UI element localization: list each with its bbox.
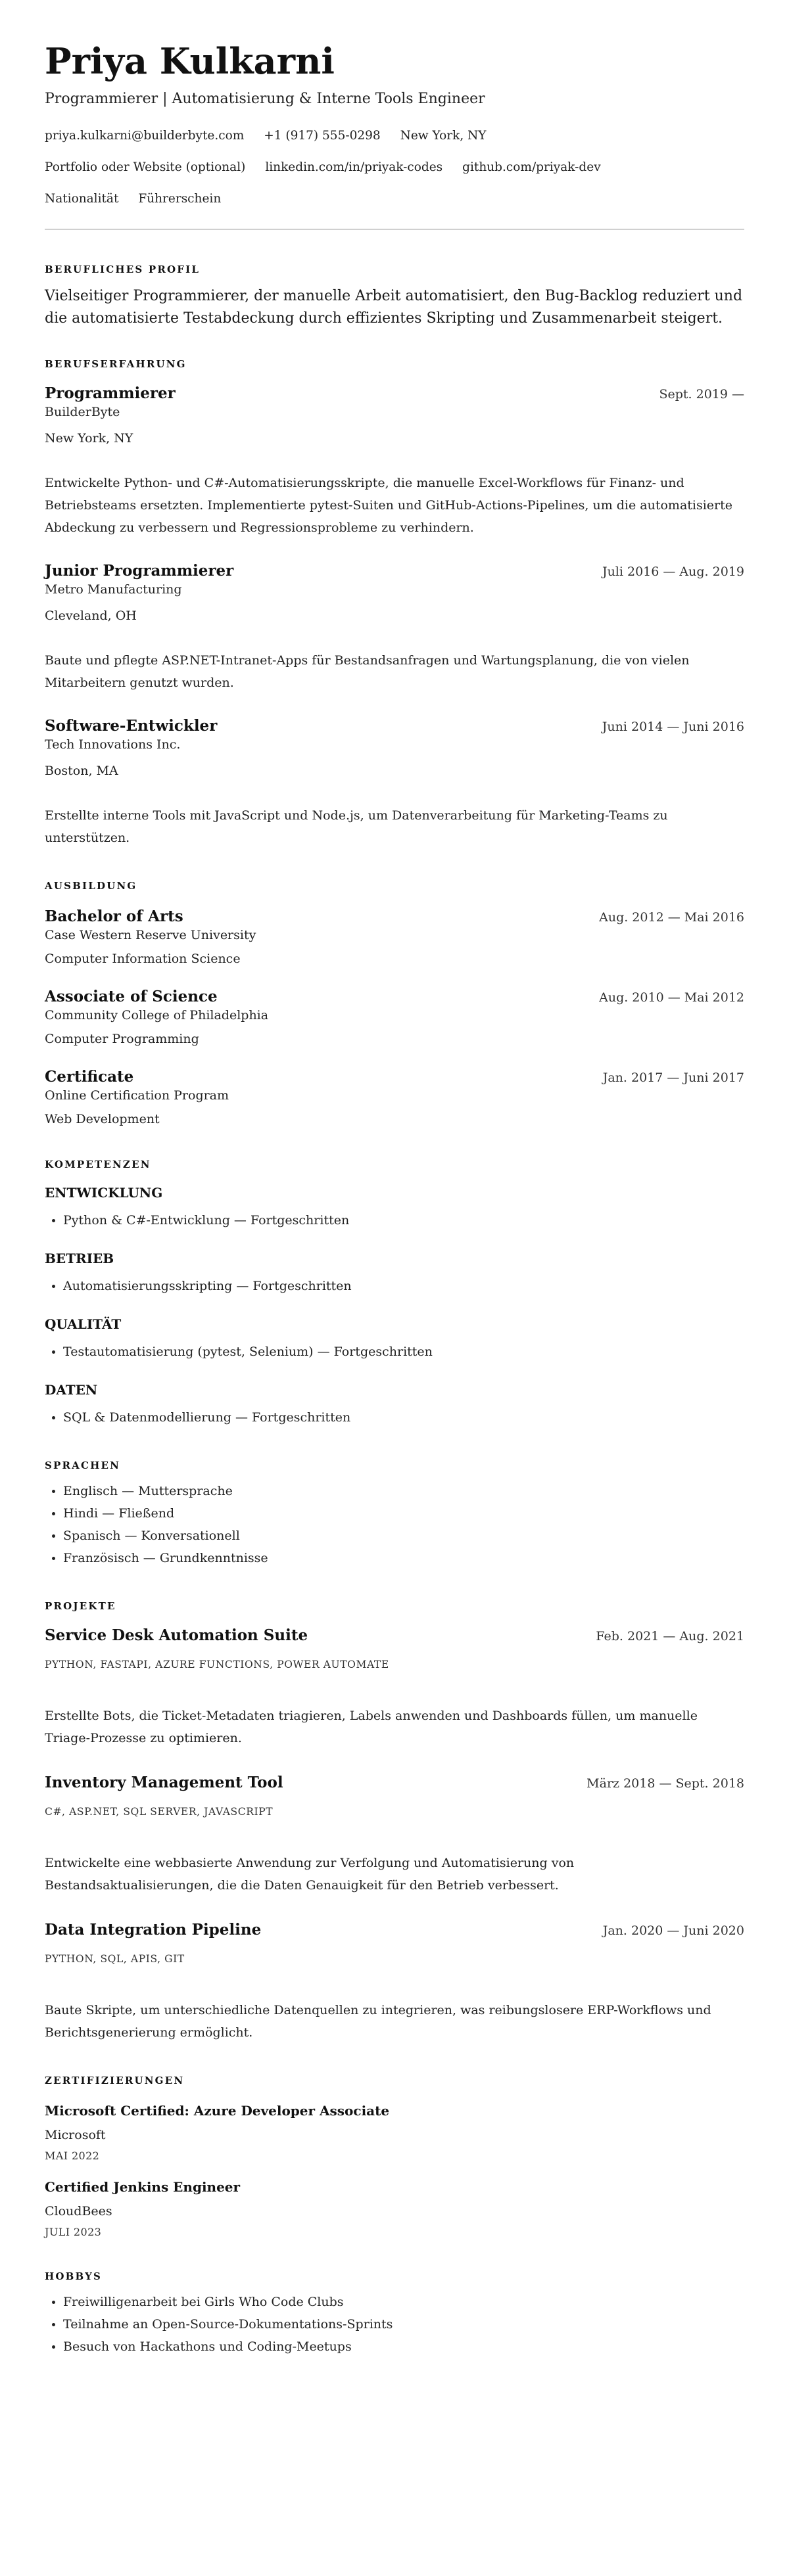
drivers-license: Führerschein bbox=[138, 192, 222, 206]
location: New York, NY bbox=[400, 129, 487, 143]
degree-title: Bachelor of Arts bbox=[45, 908, 183, 925]
section-heading: BERUFSERFAHRUNG bbox=[45, 358, 187, 370]
education-dates: Jan. 2017 — Juni 2017 bbox=[602, 1070, 744, 1085]
job-company: BuilderByte bbox=[45, 405, 120, 419]
job-entry bbox=[45, 384, 744, 539]
skill-group-title: QUALITÄT bbox=[45, 1316, 122, 1332]
section-heading: AUSBILDUNG bbox=[45, 880, 137, 892]
section-heading: SPRACHEN bbox=[45, 1460, 121, 1471]
certification-title: Microsoft Certified: Azure Developer Associate bbox=[45, 2103, 390, 2119]
job-description: Baute und pflegte ASP.NET-Intranet-Apps für Bestandsanfragen und Wartungsplanung, die von vielen Mitarbeitern genutzt wurden. bbox=[45, 653, 690, 690]
project-title: Inventory Management Tool bbox=[45, 1774, 283, 1791]
hobby-item: • Teilnahme an Open-Source-Dokumentations-Sprints bbox=[63, 2313, 744, 2335]
job-location: Cleveland, OH bbox=[45, 609, 137, 623]
contact-row-links bbox=[45, 159, 744, 176]
project-tech-stack: PYTHON, SQL, APIS, GIT bbox=[45, 1953, 185, 1965]
job-description: Entwickelte Python- und C#-Automatisierungsskripte, die manuelle Excel-Workflows für Finanz- und Betriebsteams ersetzten. Implementierte pytest-Suiten und GitHub-Actions-Pipelines, um die automatisierte Abdeckung zu verbessern und Regressionsprobleme zu verhindern. bbox=[45, 476, 733, 535]
job-location: Boston, MA bbox=[45, 764, 118, 778]
field-of-study: Computer Programming bbox=[45, 1032, 199, 1046]
project-title: Service Desk Automation Suite bbox=[45, 1626, 308, 1644]
nationality: Nationalität bbox=[45, 192, 119, 206]
section-experience bbox=[45, 357, 744, 849]
certification-entry bbox=[45, 2178, 744, 2240]
skill-item: • SQL & Datenmodellierung — Fortgeschritten bbox=[63, 1406, 744, 1429]
section-heading: BERUFLICHES PROFIL bbox=[45, 264, 201, 275]
project-description: Erstellte Bots, die Ticket-Metadaten triagieren, Labels anwenden und Dashboards füllen, um manuelle Triage-Prozesse zu optimieren. bbox=[45, 1709, 698, 1745]
linkedin-link[interactable]: linkedin.com/in/priyak-codes bbox=[265, 160, 443, 174]
project-title: Data Integration Pipeline bbox=[45, 1921, 262, 1939]
contact-row-primary bbox=[45, 127, 744, 145]
education-entry bbox=[45, 1067, 744, 1128]
job-description: Erstellte interne Tools mit JavaScript und Node.js, um Datenverarbeitung für Marketing-Teams zu unterstützen. bbox=[45, 808, 668, 845]
skill-list bbox=[45, 1209, 744, 1231]
project-tech-stack: C#, ASP.NET, SQL SERVER, JAVASCRIPT bbox=[45, 1806, 274, 1818]
skill-list bbox=[45, 1341, 744, 1363]
degree-title: Associate of Science bbox=[45, 988, 218, 1005]
education-entry bbox=[45, 987, 744, 1047]
certification-date: MAI 2022 bbox=[45, 2150, 100, 2162]
section-heading: ZERTIFIZIERUNGEN bbox=[45, 2075, 185, 2086]
hobby-item: • Besuch von Hackathons und Coding-Meetups bbox=[63, 2335, 744, 2358]
project-entry bbox=[45, 1773, 744, 1897]
language-item: • Spanisch — Konversationell bbox=[63, 1525, 744, 1547]
project-tech-stack: PYTHON, FASTAPI, AZURE FUNCTIONS, POWER AUTOMATE bbox=[45, 1659, 389, 1670]
skill-item: • Python & C#-Entwicklung — Fortgeschritten bbox=[63, 1209, 744, 1231]
section-certifications bbox=[45, 2074, 744, 2240]
section-heading: KOMPETENZEN bbox=[45, 1159, 151, 1170]
job-company: Metro Manufacturing bbox=[45, 582, 182, 597]
skill-item: • Testautomatisierung (pytest, Selenium) — Fortgeschritten bbox=[63, 1341, 744, 1363]
phone-number[interactable]: +1 (917) 555-0298 bbox=[264, 129, 381, 143]
field-of-study: Computer Information Science bbox=[45, 952, 241, 966]
section-profile bbox=[45, 263, 744, 330]
certification-title: Certified Jenkins Engineer bbox=[45, 2179, 241, 2195]
education-dates: Aug. 2012 — Mai 2016 bbox=[599, 910, 744, 925]
education-dates: Aug. 2010 — Mai 2012 bbox=[599, 990, 744, 1005]
job-entry bbox=[45, 716, 744, 849]
contact-row-personal bbox=[45, 191, 744, 208]
section-projects bbox=[45, 1599, 744, 2044]
language-list bbox=[45, 1480, 744, 1569]
project-dates: März 2018 — Sept. 2018 bbox=[586, 1776, 744, 1791]
job-title: Programmierer bbox=[45, 384, 176, 402]
job-dates: Juli 2016 — Aug. 2019 bbox=[602, 564, 744, 579]
job-dates: Juni 2014 — Juni 2016 bbox=[602, 720, 744, 734]
language-item: • Hindi — Fließend bbox=[63, 1502, 744, 1525]
section-languages bbox=[45, 1459, 744, 1569]
skill-list bbox=[45, 1275, 744, 1297]
job-entry bbox=[45, 561, 744, 694]
resume-header bbox=[45, 39, 744, 208]
job-title: Junior Programmierer bbox=[45, 562, 234, 580]
job-dates: Sept. 2019 — bbox=[659, 387, 744, 402]
profile-summary: Vielseitiger Programmierer, der manuelle Arbeit automatisiert, den Bug-Backlog reduziert und die automatisierte Testabdeckung durch effizientes Skripting und Zusammenarbeit steigert. bbox=[45, 288, 743, 327]
skill-group-title: ENTWICKLUNG bbox=[45, 1185, 163, 1201]
project-entry bbox=[45, 1920, 744, 2044]
language-item: • Englisch — Muttersprache bbox=[63, 1480, 744, 1502]
certification-entry bbox=[45, 2102, 744, 2163]
section-heading: PROJEKTE bbox=[45, 1600, 116, 1612]
job-company: Tech Innovations Inc. bbox=[45, 737, 181, 752]
project-description: Entwickelte eine webbasierte Anwendung zur Verfolgung und Automatisierung von Bestandsaktualisierungen, die die Daten Genauigkeit für den Betrieb verbessert. bbox=[45, 1856, 575, 1893]
project-entry bbox=[45, 1626, 744, 1749]
candidate-headline: Programmierer | Automatisierung & Interne Tools Engineer bbox=[45, 91, 485, 107]
school-name: Online Certification Program bbox=[45, 1088, 229, 1103]
section-heading: HOBBYS bbox=[45, 2270, 103, 2282]
school-name: Case Western Reserve University bbox=[45, 928, 256, 942]
job-title: Software-Entwickler bbox=[45, 717, 218, 735]
section-skills bbox=[45, 1158, 744, 1429]
github-link[interactable]: github.com/priyak-dev bbox=[462, 160, 601, 174]
section-hobbies bbox=[45, 2270, 744, 2358]
skill-group-title: BETRIEB bbox=[45, 1251, 114, 1266]
skill-list bbox=[45, 1406, 744, 1429]
certification-date: JULI 2023 bbox=[45, 2226, 102, 2238]
hobby-list bbox=[45, 2291, 744, 2358]
certification-issuer: Microsoft bbox=[45, 2128, 106, 2142]
education-entry bbox=[45, 907, 744, 967]
certification-issuer: CloudBees bbox=[45, 2204, 112, 2219]
skill-item: • Automatisierungsskripting — Fortgeschritten bbox=[63, 1275, 744, 1297]
school-name: Community College of Philadelphia bbox=[45, 1008, 269, 1023]
project-dates: Jan. 2020 — Juni 2020 bbox=[602, 1923, 744, 1938]
degree-title: Certificate bbox=[45, 1068, 134, 1086]
skill-group-title: DATEN bbox=[45, 1382, 98, 1398]
portfolio-link[interactable]: Portfolio oder Website (optional) bbox=[45, 160, 246, 174]
project-description: Baute Skripte, um unterschiedliche Datenquellen zu integrieren, was reibungslosere ERP-Workflows und Berichtsgenerierung ermöglicht. bbox=[45, 2003, 711, 2040]
header-divider bbox=[45, 229, 744, 230]
job-location: New York, NY bbox=[45, 431, 133, 446]
project-dates: Feb. 2021 — Aug. 2021 bbox=[596, 1629, 744, 1644]
candidate-name: Priya Kulkarni bbox=[45, 40, 335, 82]
section-education bbox=[45, 879, 744, 1128]
language-item: • Französisch — Grundkenntnisse bbox=[63, 1547, 744, 1569]
field-of-study: Web Development bbox=[45, 1112, 160, 1126]
email-link[interactable]: priya.kulkarni@builderbyte.com bbox=[45, 129, 245, 143]
hobby-item: • Freiwilligenarbeit bei Girls Who Code Clubs bbox=[63, 2291, 744, 2313]
